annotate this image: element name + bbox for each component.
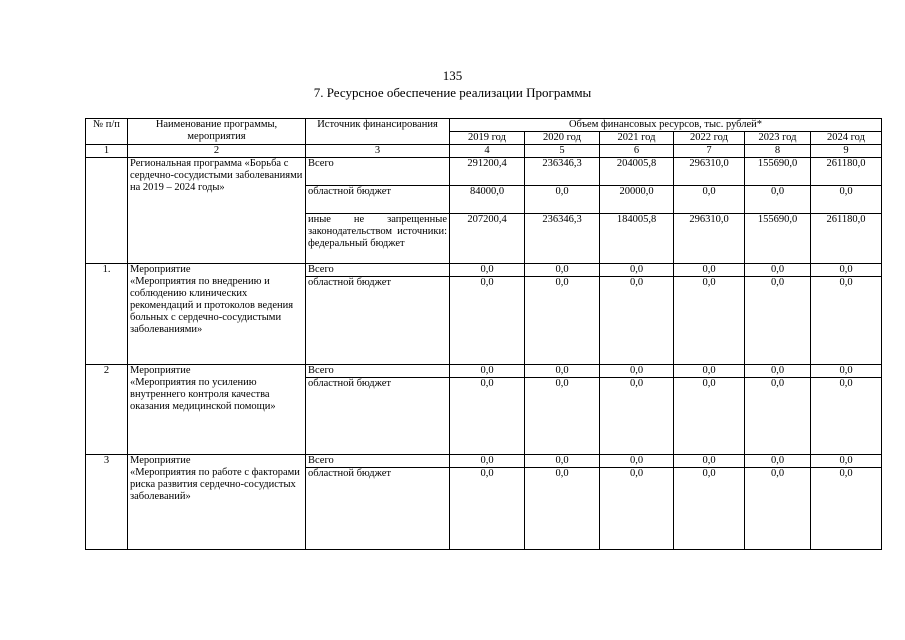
value-cell: 0,0 <box>674 378 745 455</box>
value-cell: 0,0 <box>745 378 811 455</box>
value-cell: 0,0 <box>450 365 525 378</box>
value-cell: 155690,0 <box>745 158 811 186</box>
value-cell: 0,0 <box>674 455 745 468</box>
table-row <box>86 365 882 378</box>
event-name <box>128 455 306 550</box>
col-number: 5 <box>525 145 600 158</box>
value-cell: 184005,8 <box>600 214 674 264</box>
header-source: Источник финансирования <box>306 119 450 145</box>
col-number: 1 <box>86 145 128 158</box>
value-cell: 0,0 <box>811 365 882 378</box>
value-cell: 0,0 <box>525 378 600 455</box>
resource-table <box>85 118 882 550</box>
value-cell: 236346,3 <box>525 214 600 264</box>
event-name <box>128 264 306 365</box>
page-number: 135 <box>442 68 463 83</box>
header-year: 2019 год <box>450 132 525 145</box>
event-title: «Мероприятия по усилению внутреннего контроля качества оказания медицинской помощи» <box>130 377 276 412</box>
value-cell: 0,0 <box>674 264 745 277</box>
value-cell: 0,0 <box>600 264 674 277</box>
page-title: 7. Ресурсное обеспечение реализации Программы <box>313 85 592 100</box>
value-cell: 207200,4 <box>450 214 525 264</box>
value-cell: 0,0 <box>600 365 674 378</box>
row-no: 2 <box>86 365 128 455</box>
header-year: 2021 год <box>600 132 674 145</box>
source-cell: областной бюджет <box>306 468 450 550</box>
value-cell: 155690,0 <box>745 214 811 264</box>
value-cell: 0,0 <box>811 378 882 455</box>
value-cell: 0,0 <box>745 365 811 378</box>
value-cell: 0,0 <box>674 365 745 378</box>
header-volume: Объем финансовых ресурсов, тыс. рублей* <box>450 119 882 132</box>
table-row <box>86 158 882 186</box>
value-cell: 0,0 <box>600 378 674 455</box>
value-cell: 296310,0 <box>674 214 745 264</box>
value-cell: 0,0 <box>525 186 600 214</box>
value-cell: 84000,0 <box>450 186 525 214</box>
event-title: «Мероприятия по внедрению и соблюдению клинических рекомендаций и протоколов ведения больных с сердечно-сосудистыми заболеваниями» <box>130 276 294 335</box>
header-year: 2022 год <box>674 132 745 145</box>
value-cell: 0,0 <box>674 468 745 550</box>
value-cell: 204005,8 <box>600 158 674 186</box>
value-cell: 0,0 <box>811 186 882 214</box>
program-name: Региональная программа «Борьба с сердечно-сосудистыми заболеваниями на 2019 – 2024 годы» <box>128 158 306 264</box>
event-title: «Мероприятия по работе с факторами риска развития сердечно-сосудистых заболеваний» <box>130 467 300 502</box>
value-cell: 0,0 <box>674 186 745 214</box>
header-year: 2020 год <box>525 132 600 145</box>
source-cell: Всего <box>306 455 450 468</box>
value-cell: 0,0 <box>600 468 674 550</box>
header-no: № п/п <box>86 119 128 145</box>
value-cell: 0,0 <box>525 277 600 365</box>
value-cell: 0,0 <box>525 365 600 378</box>
header-name: Наименование программы, мероприятия <box>128 119 306 145</box>
event-label: Мероприятие <box>130 455 191 466</box>
value-cell: 0,0 <box>450 468 525 550</box>
source-cell: Всего <box>306 158 450 186</box>
row-no <box>86 158 128 264</box>
header-year: 2023 год <box>745 132 811 145</box>
value-cell: 0,0 <box>525 468 600 550</box>
event-label: Мероприятие <box>130 264 191 275</box>
value-cell: 0,0 <box>811 264 882 277</box>
row-no: 3 <box>86 455 128 550</box>
value-cell: 0,0 <box>811 468 882 550</box>
event-name <box>128 365 306 455</box>
value-cell: 291200,4 <box>450 158 525 186</box>
col-number: 2 <box>128 145 306 158</box>
table-row <box>86 455 882 468</box>
value-cell: 0,0 <box>450 264 525 277</box>
table-row <box>86 264 882 277</box>
value-cell: 0,0 <box>674 277 745 365</box>
value-cell: 0,0 <box>745 264 811 277</box>
source-cell: Всего <box>306 264 450 277</box>
value-cell: 296310,0 <box>674 158 745 186</box>
value-cell: 0,0 <box>600 455 674 468</box>
value-cell: 0,0 <box>600 277 674 365</box>
col-number: 7 <box>674 145 745 158</box>
value-cell: 0,0 <box>745 277 811 365</box>
value-cell: 0,0 <box>450 277 525 365</box>
col-number: 8 <box>745 145 811 158</box>
value-cell: 0,0 <box>745 468 811 550</box>
col-number: 9 <box>811 145 882 158</box>
header-year: 2024 год <box>811 132 882 145</box>
value-cell: 0,0 <box>525 264 600 277</box>
value-cell: 0,0 <box>450 455 525 468</box>
value-cell: 20000,0 <box>600 186 674 214</box>
row-no: 1. <box>86 264 128 365</box>
value-cell: 0,0 <box>525 455 600 468</box>
source-cell: Всего <box>306 365 450 378</box>
value-cell: 261180,0 <box>811 158 882 186</box>
value-cell: 261180,0 <box>811 214 882 264</box>
source-cell: областной бюджет <box>306 277 450 365</box>
value-cell: 0,0 <box>450 378 525 455</box>
col-number: 3 <box>306 145 450 158</box>
value-cell: 0,0 <box>811 277 882 365</box>
source-cell: иные не запрещенные законодательством источники: федеральный бюджет <box>306 214 450 264</box>
source-cell: областной бюджет <box>306 378 450 455</box>
value-cell: 0,0 <box>745 186 811 214</box>
value-cell: 0,0 <box>745 455 811 468</box>
col-number: 4 <box>450 145 525 158</box>
value-cell: 0,0 <box>811 455 882 468</box>
event-label: Мероприятие <box>130 365 191 376</box>
col-number: 6 <box>600 145 674 158</box>
source-cell: областной бюджет <box>306 186 450 214</box>
value-cell: 236346,3 <box>525 158 600 186</box>
